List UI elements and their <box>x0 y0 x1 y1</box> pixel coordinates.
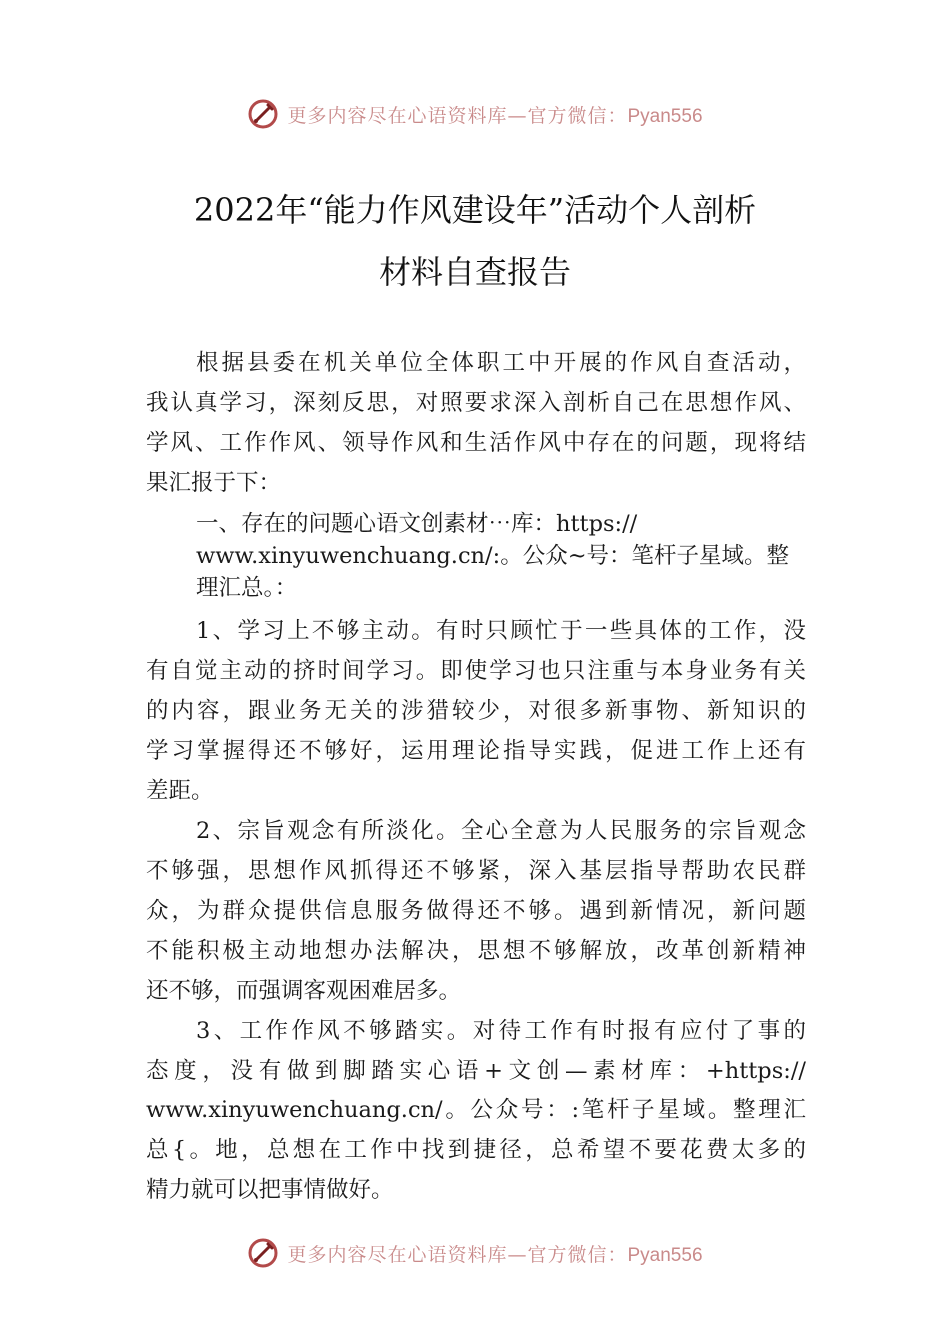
paragraph-item-1: 的内容，跟业务无关的涉猎较少，对很多新事物、新知识的 <box>146 698 806 724</box>
section-heading: 一、存在的问题心语文创素材⋯库：https:// <box>196 511 638 537</box>
paragraph-item-3: 精力就可以把事情做好。 <box>146 1177 394 1203</box>
paragraph-intro: 我认真学习，深刻反思，对照要求深入剖析自己在思想作风、 <box>146 390 806 416</box>
pen-logo-icon <box>247 98 279 130</box>
paragraph-item-2: 2、宗旨观念有所淡化。全心全意为人民服务的宗旨观念 <box>196 818 806 844</box>
header-watermark <box>0 94 950 134</box>
paragraph-item-2: 不能积极主动地想办法解决，思想不够解放，改革创新精神 <box>146 938 806 964</box>
footer-watermark <box>0 1233 950 1273</box>
paragraph-item-2: 还不够，而强调客观困难居多。 <box>146 978 462 1004</box>
paragraph-item-2: 众，为群众提供信息服务做得还不够。遇到新情况，新问题 <box>146 898 806 924</box>
paragraph-item-1: 差距。 <box>146 778 214 804</box>
document-title: 2022年“能力作风建设年”活动个人剖析 <box>193 191 757 229</box>
paragraph-item-3: 态度，没有做到脚踏实心语+文创—素材库：+https:// <box>146 1058 806 1084</box>
section-heading: www.xinyuwenchuang.cn/:。公众~号：笔杆子星域。整 <box>196 543 790 569</box>
paragraph-item-1: 1、学习上不够主动。有时只顾忙于一些具体的工作，没 <box>196 618 806 644</box>
paragraph-intro: 根据县委在机关单位全体职工中开展的作风自查活动， <box>196 350 806 376</box>
paragraph-item-1: 学习掌握得还不够好，运用理论指导实践，促进工作上还有 <box>146 738 806 764</box>
paragraph-item-3: 总{。地，总想在工作中找到捷径，总希望不要花费太多的 <box>146 1137 806 1163</box>
paragraph-intro: 学风、工作作风、领导作风和生活作风中存在的问题，现将结 <box>146 430 806 456</box>
paragraph-item-1: 有自觉主动的挤时间学习。即使学习也只注重与本身业务有关 <box>146 658 806 684</box>
watermark-text: 更多内容尽在心语资料库—官方微信：Pyan556 <box>287 104 703 127</box>
pen-logo-icon <box>247 1237 279 1269</box>
section-heading: 理汇总。： <box>196 575 298 601</box>
document-title-line2: 材料自查报告 <box>378 253 571 291</box>
watermark-text: 更多内容尽在心语资料库—官方微信：Pyan556 <box>287 1243 703 1266</box>
paragraph-item-2: 不够强，思想作风抓得还不够紧，深入基层指导帮助农民群 <box>146 858 806 884</box>
paragraph-item-3: 3、工作作风不够踏实。对待工作有时报有应付了事的 <box>196 1018 806 1044</box>
paragraph-item-3: www.xinyuwenchuang.cn/。公众号：:笔杆子星域。整理汇 <box>146 1097 806 1123</box>
paragraph-intro: 果汇报于下： <box>146 470 282 496</box>
